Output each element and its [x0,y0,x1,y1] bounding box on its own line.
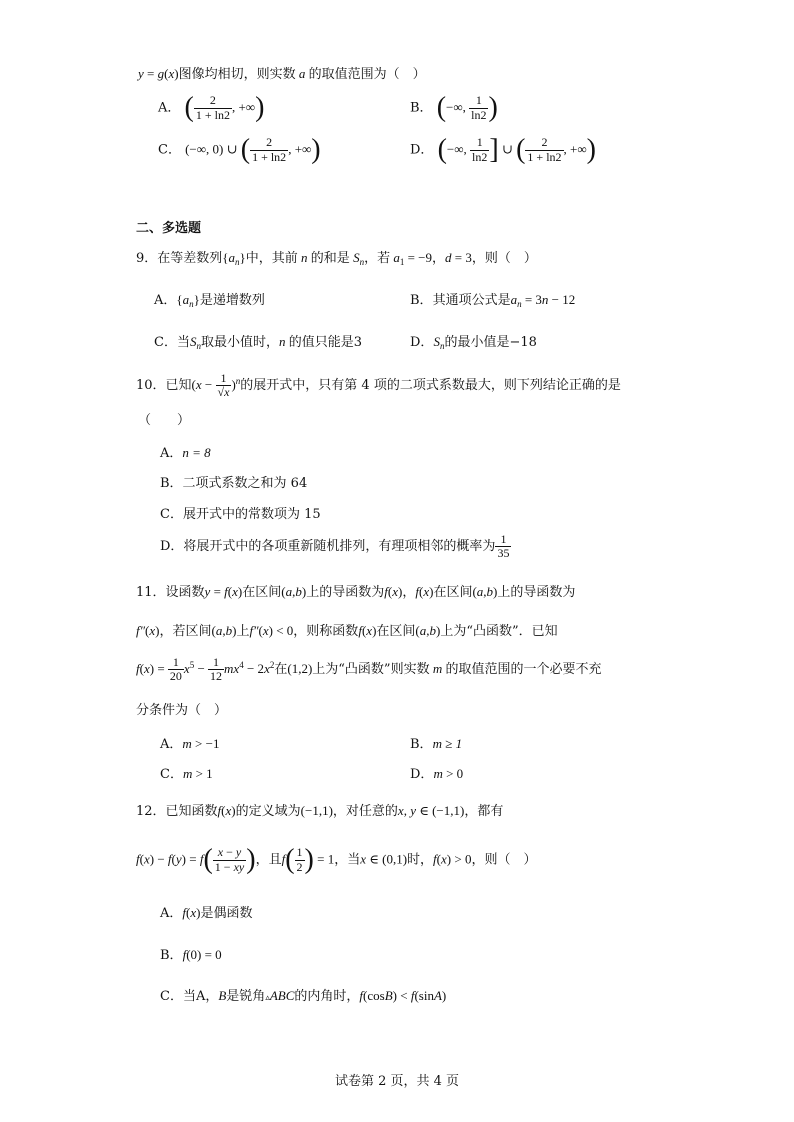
q12-option-c: C．当A，B是锐角▵ABC的内角时，f(cosB) < f(sinA) [160,988,447,1004]
q9-stem: 9．在等差数列$\{a_n\}$中，其前 n 的和是 $S_n$，若 $a_1 = -9$，d = 3，则（ ） [136,250,537,267]
q11-option-b: B．m ≥ 1 [410,736,463,752]
q11-line3: f(x) = $\frac{1}{20}$ $x^5$ − $\frac{1}{12}$ $mx^4 - 2x^2$在(1,2)上为“凸函数”则实数 m 的取值范围的一个必要不充 [136,655,602,684]
q8-option-d: D． (−∞, $\frac{1}{\ln 2}$ ] ∪ ( $\frac{2}{1 + \ln 2}$ , +∞) [410,134,596,165]
q10-option-d: D．将展开式中的各项重新随机排列，有理项相邻的概率为 $\frac{1}{35}$ [160,532,510,561]
q9-option-d: D．$S_n$的最小值是−18 [410,334,537,351]
q11-line2: f″(x)，若区间(a,b)上f″(x) < 0，则称函数f(x)在区间(a,b)上为“凸函数”．已知 [136,623,558,639]
q12-line1: 12．已知函数f(x)的定义域为(−1,1)，对任意的x, y ∈ (−1,1)，都有 [136,803,504,819]
q8-stem: y = g(x)图像均相切，则实数 a 的取值范围为（ ） [138,66,426,82]
q12-option-b: B．f(0) = 0 [160,947,222,963]
section-title: 二、多选题 [136,221,202,236]
page-footer: 试卷第 2 页，共 4 页 [334,1074,460,1089]
q10-option-b: B．二项式系数之和为 64 [160,476,308,491]
q10-option-c: C．展开式中的常数项为 15 [160,507,321,522]
q11-line1: 11．设函数y = f(x)在区间(a,b)上的导函数为f(x)，f(x)在区间(a,b)上的导函数为 [136,584,576,600]
q8-option-c: C． (−∞, 0) ∪ ( $\frac{2}{1 + \ln 2}$ , +∞) [158,134,321,165]
q11-option-a: A．m > −1 [160,736,220,752]
q11-option-c: C．m > 1 [160,766,213,782]
q9-option-c: C．当$S_n$取最小值时，n 的值只能是3 [154,334,363,351]
q12-option-a: A．f(x)是偶函数 [160,905,253,921]
q8-option-b: B． (−∞, $\frac{1}{\ln 2}$ ) [410,92,498,123]
q11-line4: 分条件为（ ） [136,703,228,718]
q8-option-a: A． ( $\frac{2}{1 + \ln 2}$ , +∞) [158,92,265,123]
q12-line2: f(x) − f(y) = f( $\frac{x - y}{1 - xy}$ )，且f( $\frac{1}{2}$ ) = 1，当x ∈ (0,1)时，f(x) > 0，则（ ） [136,844,537,875]
q10-stem: 10．已知(x − $\frac{1}{√x}$ )$^n$的展开式中，只有第 4 项的二项式系数最大，则下列结论正确的是 [136,371,621,400]
q11-option-d: D．m > 0 [410,766,464,782]
q9-option-b: B．其通项公式是$a_n = 3n - 12$ [410,292,576,309]
q9-option-a: A．$\{a_n\}$是递增数列 [154,292,265,309]
q10-option-a: A．n = 8 [160,445,211,461]
q10-paren: （ ） [138,413,191,428]
